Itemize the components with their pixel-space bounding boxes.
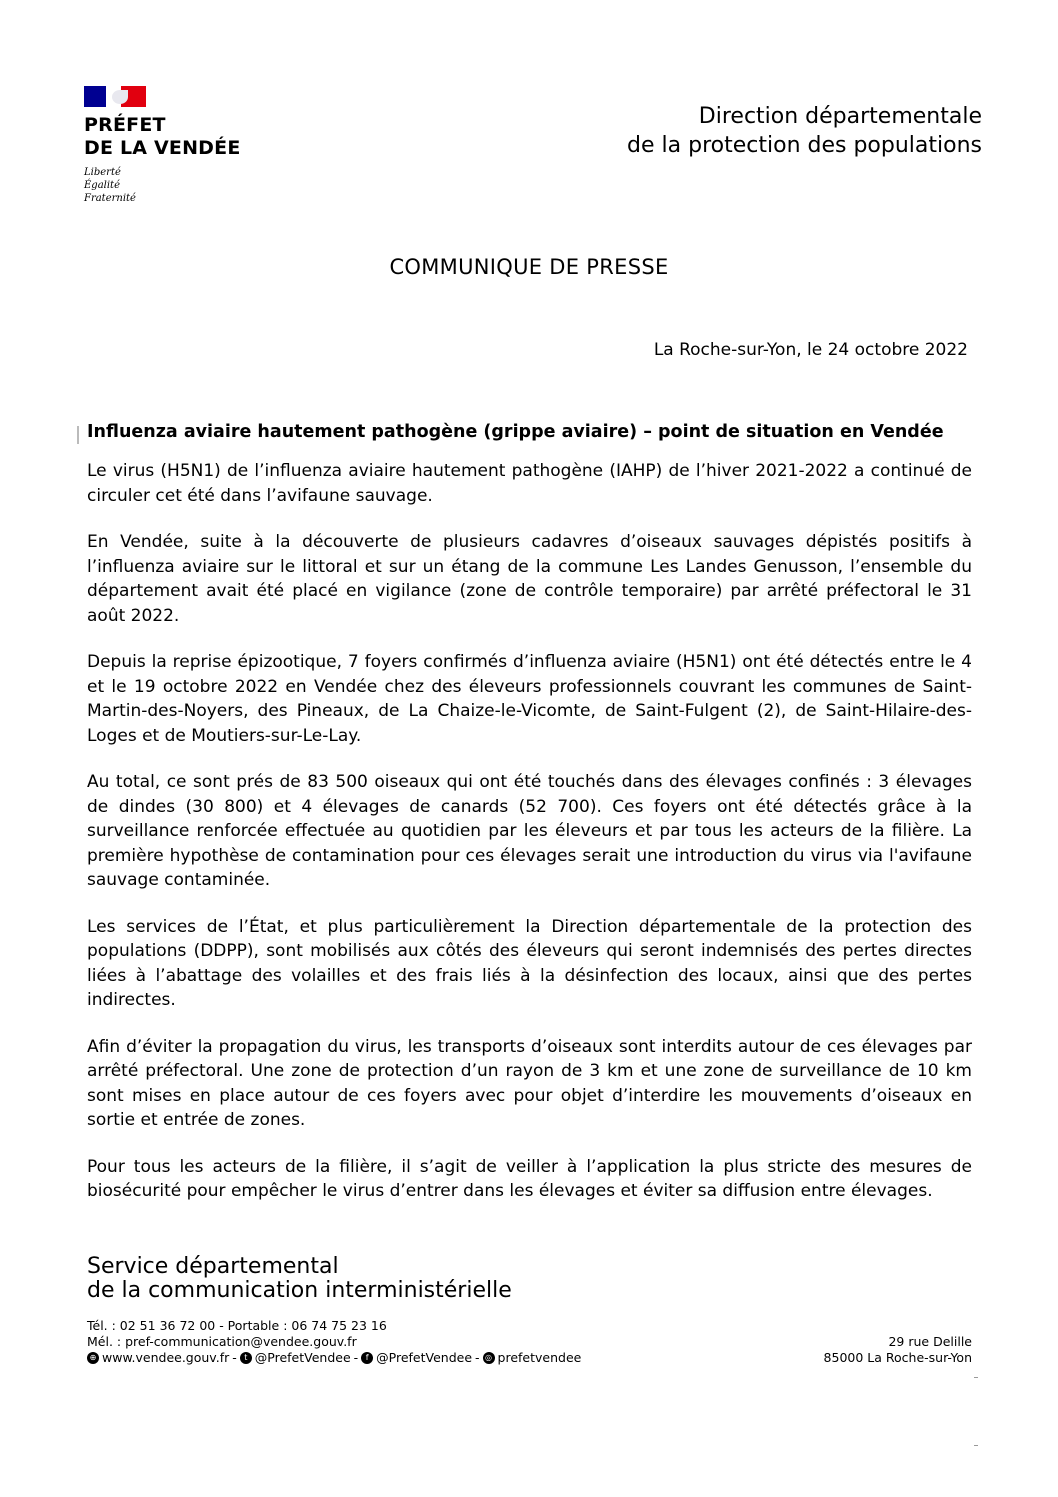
motto-egalite: Égalité	[84, 180, 120, 191]
social-links: ⊕ www.vendee.gouv.fr - t @PrefetVendee - f @PrefetVendee - ◎ prefetvendee	[87, 1350, 581, 1366]
paragraph-6: Afin d’éviter la propagation du virus, les transports d’oiseaux sont interdits autour de ces élevages par arrêté préfectoral. Une zone de protection d’un rayon de 3 km et une zone de surveillance de 10 km sont mises en place autour de ces foyers avec pour objet d’interdire les mouvements d’oiseaux en sortie et entrée de zones.	[87, 1036, 972, 1130]
logo-title	[84, 114, 241, 160]
address-line-2: 85000 La Roche-sur-Yon	[823, 1350, 972, 1365]
postal-address	[824, 1334, 972, 1366]
web-icon: ⊕	[87, 1352, 99, 1364]
motto-liberte: Liberté	[84, 167, 121, 178]
document-heading: COMMUNIQUE DE PRESSE	[389, 255, 669, 279]
paragraph-2: En Vendée, suite à la découverte de plusieurs cadavres d’oiseaux sauvages dépistés positifs à l’influenza aviaire sur le littoral et sur un étang de la commune Les Landes Genusson, l’ensemble du département avait été placé en vigilance (zone de contrôle temporaire) par arrêté préfectoral le 31 août 2022.	[87, 532, 972, 626]
paragraph-1: Le virus (H5N1) de l’influenza aviaire hautement pathogène (IAHP) de l’hiver 2021-2022 a continué de circuler cet été dans l’avifaune sauvage.	[87, 461, 972, 506]
french-flag-marianne-icon	[84, 86, 146, 107]
press-release-body	[87, 422, 972, 1226]
paragraph-5: Les services de l’État, et plus particulièrement la Direction départementale de la protection des populations (DDPP), sont mobilisés aux côtés des éleveurs qui seront indemnisés des pertes directes liées à l’abattage des volailles et des frais liés à la désinfection des locaux, ainsi que des pertes indirectes.	[87, 916, 972, 1010]
scan-mark	[974, 1445, 978, 1446]
motto-fraternite: Fraternité	[84, 193, 136, 204]
instagram-link[interactable]: prefetvendee	[497, 1350, 582, 1365]
phone-line: Tél. : 02 51 36 72 00 - Portable : 06 74 75 23 16	[87, 1318, 387, 1333]
service-line-2: de la communication interministérielle	[87, 1278, 512, 1303]
direction-line-2: de la protection des populations	[627, 133, 982, 158]
scan-mark	[974, 1377, 978, 1378]
logo-line-1: PRÉFET	[84, 114, 166, 136]
paragraph-4: Au total, ce sont prés de 83 500 oiseaux qui ont été touchés dans des élevages confinés : 3 élevages de dindes (30 800) et 4 élevages de canards (52 700). Ces foyers ont été détectés grâce à la surveillance renforcée effectuée au quotidien par les éleveurs et par tous les acteurs de la filière. La première hypothèse de contamination pour ces élevages serait une introduction du virus via l'avifaune sauvage contaminée.	[87, 772, 972, 890]
date-line: La Roche-sur-Yon, le 24 octobre 2022	[653, 340, 968, 360]
address-line-1: 29 rue Delille	[888, 1334, 972, 1349]
direction-title	[627, 102, 982, 160]
email-line[interactable]: Mél. : pref-communication@vendee.gouv.fr	[87, 1334, 357, 1349]
website-link[interactable]: www.vendee.gouv.fr	[102, 1350, 230, 1365]
paragraph-7: Pour tous les acteurs de la filière, il s’agit de veiller à l’application la plus stricte des mesures de biosécurité pour empêcher le virus d’entrer dans les élevages et éviter sa diffusion entre élevages.	[87, 1156, 972, 1201]
headline: Influenza aviaire hautement pathogène (grippe aviaire) – point de situation en Vendée	[87, 422, 972, 442]
paragraph-3: Depuis la reprise épizootique, 7 foyers confirmés d’influenza aviaire (H5N1) ont été détectés entre le 4 et le 19 octobre 2022 en Vendée chez des éleveurs professionnels couvrant les communes de Saint-Martin-des-Noyers, des Pineaux, de La Chaize-le-Vicomte, de Saint-Fulgent (2), de Saint-Hilaire-des-Loges et de Moutiers-sur-Le-Lay.	[87, 652, 972, 746]
facebook-link[interactable]: @PrefetVendee	[376, 1350, 473, 1365]
service-line-1: Service départemental	[87, 1254, 339, 1279]
prefet-logo	[84, 86, 241, 205]
facebook-icon: f	[361, 1352, 373, 1364]
instagram-icon: ◎	[483, 1352, 495, 1364]
twitter-icon: t	[240, 1352, 252, 1364]
contact-block	[87, 1318, 581, 1366]
direction-line-1: Direction départementale	[698, 104, 982, 129]
logo-line-2: DE LA VENDÉE	[84, 137, 241, 159]
twitter-link[interactable]: @PrefetVendee	[254, 1350, 351, 1365]
service-title	[87, 1255, 512, 1303]
republic-motto	[84, 166, 241, 205]
